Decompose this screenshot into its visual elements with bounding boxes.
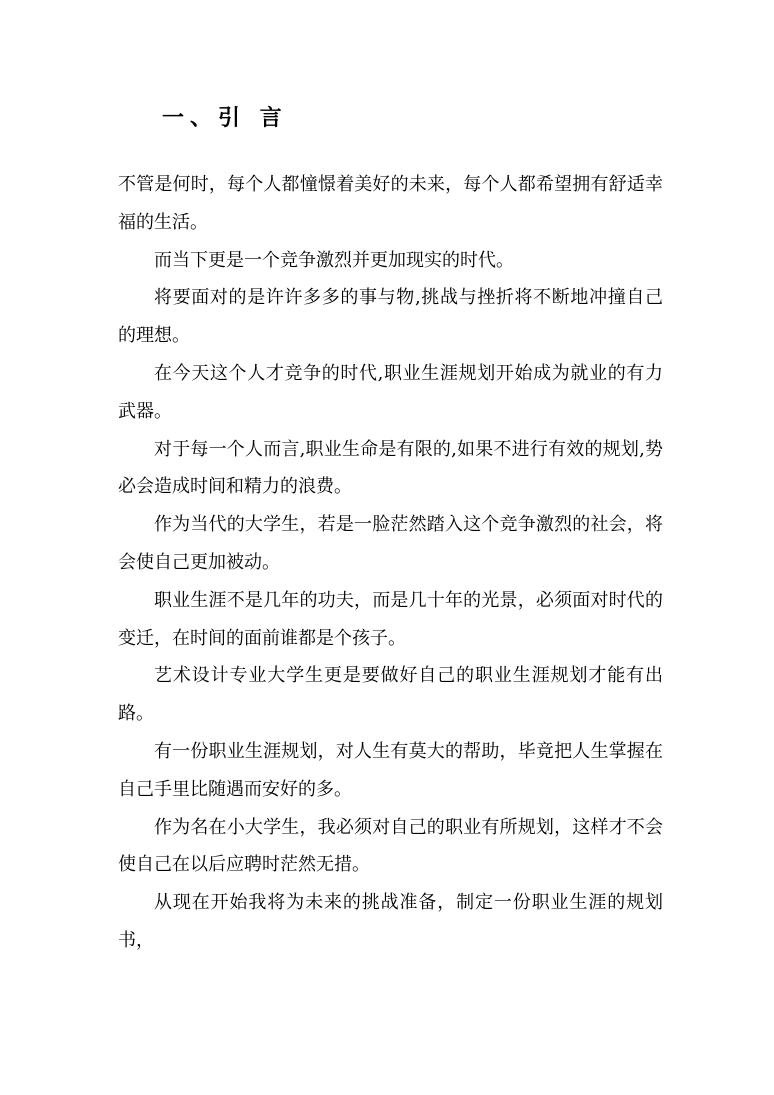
section-heading: 一、引 言 [162, 105, 288, 131]
paragraph: 职业生涯不是几年的功夫，而是几十年的光景，必须面对时代的变迁，在时间的面前谁都是个孩子。 [118, 589, 663, 649]
paragraph: 艺术设计专业大学生更是要做好自己的职业生涯规划才能有出路。 [118, 665, 663, 725]
body-text [118, 166, 663, 960]
paragraph: 作为当代的大学生，若是一脸茫然踏入这个竞争激烈的社会，将会使自己更加被动。 [118, 514, 663, 573]
paragraph: 从现在开始我将为未来的挑战准备，制定一份职业生涯的规划书， [118, 892, 663, 951]
paragraph: 而当下更是一个竞争激烈并更加现实的时代。 [154, 249, 514, 271]
paragraph: 有一份职业生涯规划，对人生有莫大的帮助，毕竟把人生掌握在自己手里比随遇而安好的多。 [118, 740, 663, 800]
paragraph: 在今天这个人才竞争的时代,职业生涯规划开始成为就业的有力武器。 [118, 362, 663, 422]
paragraph: 作为名在小大学生，我必须对自己的职业有所规划，这样才不会使自己在以后应聘时茫然无措。 [118, 816, 663, 876]
paragraph: 对于每一个人而言,职业生命是有限的,如果不进行有效的规划,势必会造成时间和精力的浪费。 [118, 438, 663, 498]
paragraph: 将要面对的是许许多多的事与物,挑战与挫折将不断地冲撞自己的理想。 [118, 287, 663, 347]
paragraph: 不管是何时，每个人都憧憬着美好的未来，每个人都希望拥有舒适幸福的生活。 [118, 174, 663, 233]
